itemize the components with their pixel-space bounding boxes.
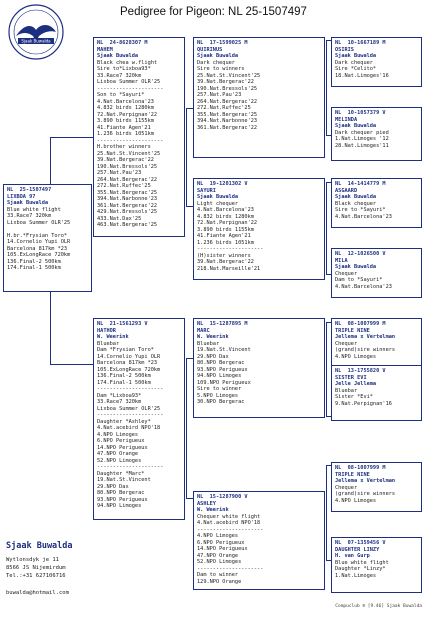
result-line: (grand)sire winners bbox=[335, 491, 396, 497]
connector bbox=[50, 364, 93, 365]
pigeon-card-subject[interactable] bbox=[3, 184, 92, 292]
result-line: H.brother winners bbox=[97, 144, 151, 150]
result-line: Daughter *Marc* bbox=[97, 470, 145, 477]
result-line: --------------------- bbox=[97, 85, 164, 92]
result-line: 4.Nat.Barcelona'23 bbox=[197, 207, 254, 213]
result-line: 14.NPO Perigueux bbox=[197, 546, 248, 552]
result-line: Chequer bbox=[335, 484, 358, 491]
pigeon-name: ASGAARD bbox=[335, 187, 358, 194]
pigeon-card-ggp-3[interactable] bbox=[331, 178, 422, 228]
result-line: --------------------- bbox=[97, 137, 164, 144]
result-line: 257.Nat.Pau'23 bbox=[97, 170, 142, 176]
pigeon-card-ggp-4[interactable] bbox=[331, 248, 422, 298]
result-line: Lixboa Summer OLR'25 bbox=[7, 219, 71, 226]
result-line: 109.NPO Perigueux bbox=[197, 379, 251, 386]
connector bbox=[186, 358, 193, 359]
ring-number: NL 13-1755820 V bbox=[335, 368, 386, 374]
result-line: 3.890 birds 1155km bbox=[97, 118, 154, 124]
ring-number: NL 25-1507497 bbox=[7, 187, 52, 193]
result-line: 361.Nat.Bergerac'22 bbox=[197, 124, 258, 131]
ring-number: NL 10-1057379 V bbox=[335, 110, 386, 116]
result-line: --------------------- bbox=[97, 386, 164, 392]
result-line: 14.Cornelio Yupi OLR bbox=[7, 239, 71, 245]
connector bbox=[186, 108, 193, 109]
pigeon-name: SAYURI bbox=[197, 187, 216, 194]
result-line: 5.NPO Limoges bbox=[197, 392, 239, 399]
owner-name: W. Weerink bbox=[197, 334, 229, 340]
result-line: Son to *Sayuri* bbox=[97, 92, 145, 98]
ring-number: NL 19-1201302 V bbox=[197, 181, 248, 187]
owner-name: Sjaak Buwalda bbox=[97, 53, 139, 59]
result-line: 174.Final-1 500km bbox=[97, 379, 151, 386]
pigeon-name: ASHLEY bbox=[197, 500, 216, 507]
result-line: 4.Nat.Barcelona'23 bbox=[335, 213, 392, 220]
result-line: 463.Nat.Bergerac'25 bbox=[97, 222, 158, 228]
ring-number: NL 15-1287900 V bbox=[197, 494, 248, 500]
pigeon-card-ggp-6[interactable] bbox=[331, 365, 422, 421]
result-line: 14.NPO Perigueux bbox=[97, 444, 148, 451]
result-line: 6.NPO Perigueux bbox=[197, 539, 245, 546]
result-line: 1.Nat.Limoges '12 bbox=[335, 136, 389, 142]
result-line: Daughter *Ashley* bbox=[97, 418, 151, 425]
result-line: --------------------- bbox=[197, 526, 264, 533]
result-line: 19.Nat.St.Vincent bbox=[97, 477, 151, 483]
result-line: 264.Nat.Bergerac'22 bbox=[197, 98, 258, 105]
pigeon-card-dam[interactable] bbox=[93, 318, 185, 520]
connector bbox=[50, 137, 93, 138]
result-line: 94.NPO Limoges bbox=[197, 373, 242, 379]
result-line: 4.Nat.Barcelona'23 bbox=[335, 283, 392, 290]
owner-name: Jellema x Vertelman bbox=[335, 478, 396, 484]
owner-name: Jellema x Vertelman bbox=[335, 334, 396, 340]
result-line: 25.Nat.St.Vincent'25 bbox=[97, 150, 161, 157]
result-line: --------------------- bbox=[197, 246, 264, 252]
result-line: 18.Nat.Limoges'16 bbox=[335, 72, 389, 79]
connector bbox=[326, 512, 327, 560]
result-line: 190.Nat.Bressols'25 bbox=[97, 163, 158, 170]
result-line: Chequer white flight bbox=[197, 513, 261, 520]
ring-number: NL 21-1561293 V bbox=[97, 321, 148, 327]
pigeon-name: LIXBOA 97 bbox=[7, 193, 36, 200]
result-line: 4.832 birds 1280km bbox=[197, 213, 254, 220]
connector bbox=[186, 158, 187, 206]
result-line: Sire to winners bbox=[197, 66, 245, 72]
result-line: 1.236 birds 1051km bbox=[197, 239, 254, 246]
result-line: 394.Nat.Narbonne'23 bbox=[197, 118, 258, 124]
owner-name: Sjaak Buwalda bbox=[335, 123, 377, 129]
result-line: Dark chequer bbox=[335, 59, 373, 66]
result-line: 33.Race7 320km bbox=[7, 213, 52, 219]
result-line: 433.Nat.Dax'25 bbox=[97, 215, 142, 222]
result-line: Black chea w.flight bbox=[97, 59, 158, 66]
result-line: 4.NPO Limoges bbox=[197, 533, 239, 539]
result-line: 72.Nat.Perpignan'22 bbox=[197, 220, 258, 226]
result-line: 190.Nat.Bressols'25 bbox=[197, 85, 258, 92]
result-line: 93.NPO Perigueux bbox=[97, 496, 148, 503]
ring-number: NL 24-8628307 M bbox=[97, 40, 148, 46]
connector bbox=[186, 498, 193, 499]
result-line: Bluebar bbox=[335, 387, 358, 394]
pigeon-card-ggp-5[interactable] bbox=[331, 318, 422, 368]
result-line: 52.NPO Limoges bbox=[197, 559, 242, 565]
result-line: (H)sister winners bbox=[197, 252, 251, 259]
result-line: Sire to winner bbox=[197, 386, 242, 392]
result-line: 272.Nat.Ruffec'25 bbox=[197, 105, 251, 111]
result-line: 4.832 birds 1280km bbox=[97, 105, 154, 111]
result-line: 257.Nat.Pau'23 bbox=[197, 92, 242, 98]
owner-name: Sjaak Buwalda bbox=[7, 200, 49, 206]
owner-name: Sjaak Buwalda bbox=[197, 53, 239, 59]
result-line: H.br.*Frysian Toro* bbox=[7, 232, 68, 239]
result-line: Sire *Celito* bbox=[335, 66, 377, 72]
ring-number: NL 17-1599025 M bbox=[197, 40, 248, 46]
result-line: 272.Nat.Ruffec'25 bbox=[97, 183, 151, 189]
owner-name: Sjaak Buwalda bbox=[197, 194, 239, 200]
result-line: Chequer bbox=[335, 340, 358, 347]
owner-name: W. Weerink bbox=[97, 334, 129, 340]
connector bbox=[326, 88, 327, 135]
pigeon-card-sire[interactable] bbox=[93, 37, 185, 237]
result-line: 361.Nat.Bergerac'22 bbox=[97, 202, 158, 209]
result-line: 80.NPO Bergerac bbox=[197, 360, 245, 366]
owner-name: Sjaak Buwalda bbox=[335, 194, 377, 200]
result-line: 4.Nat.acebird NPO'18 bbox=[97, 425, 161, 431]
result-line: 355.Nat.Bergerac'25 bbox=[97, 189, 158, 196]
pigeon-card-ggp-8[interactable] bbox=[331, 537, 422, 593]
result-line: 4.Nat.Barcelona'23 bbox=[97, 98, 154, 105]
result-line: Blue white flight bbox=[335, 559, 389, 566]
result-line: 264.Nat.Bergerac'22 bbox=[97, 176, 158, 183]
result-line: Dark chequer pied bbox=[335, 129, 389, 136]
result-line: 4.NPO Limoges bbox=[335, 353, 377, 360]
result-line: 429.Nat.Bressols'25 bbox=[97, 209, 158, 215]
breeder-name: Sjaak Buwalda bbox=[6, 541, 73, 551]
result-line: 218.Nat.Marseille'21 bbox=[197, 265, 261, 272]
connector bbox=[50, 137, 51, 184]
result-line: Barcelona 817km *23 bbox=[97, 360, 158, 366]
result-line: 4.Nat.acebird NPO'18 bbox=[197, 520, 261, 526]
result-line: 33.Race7 320km bbox=[97, 399, 142, 405]
result-line: Dam to winner bbox=[197, 572, 239, 578]
owner-name: Jelle Jellema bbox=[335, 381, 377, 387]
result-line: 1.236 birds 1051km bbox=[97, 131, 154, 137]
connector bbox=[326, 369, 327, 416]
breeder-email[interactable]: buwalda@hotmail.com bbox=[6, 590, 69, 596]
result-line: 1.Nat.Limoges bbox=[335, 572, 377, 579]
result-line: Barcelona 817km *23 bbox=[7, 245, 68, 252]
result-line: 93.NPO Perigueux bbox=[197, 366, 248, 373]
connector bbox=[326, 182, 327, 227]
software-credit: Compuclub ® [9.46] Sjaak Buwalda bbox=[335, 604, 422, 609]
result-line: 129.NPO Orange bbox=[197, 578, 242, 585]
result-line: 39.Nat.Bergerac'22 bbox=[197, 259, 254, 265]
pigeon-name: MARC bbox=[197, 327, 210, 334]
result-line: 6.NPO Perigueux bbox=[97, 438, 145, 444]
result-line: 136.Final-2 500km bbox=[7, 258, 61, 265]
result-line: 52.NPO Limoges bbox=[97, 457, 142, 464]
result-line: Dam *Lixboa93* bbox=[97, 392, 142, 399]
pigeon-name: MELINDA bbox=[335, 116, 358, 123]
connector bbox=[326, 227, 327, 274]
result-line: 39.Nat.Bergerac'22 bbox=[97, 157, 154, 163]
pigeon-card-dam-sire[interactable] bbox=[193, 318, 325, 418]
ring-number: NL 10-1667189 M bbox=[335, 40, 386, 46]
pigeon-name: MILA bbox=[335, 257, 348, 264]
result-line: Dam *Frysian Toro* bbox=[97, 347, 154, 353]
result-line: Black chequer bbox=[335, 200, 377, 207]
result-line: Light chequer bbox=[197, 200, 239, 207]
result-line: Bluebar bbox=[197, 340, 220, 347]
connector bbox=[186, 206, 193, 207]
svg-text:Sjaak Buwalda: Sjaak Buwalda bbox=[21, 38, 51, 44]
pigeon-name: DAUGHTER LINZY bbox=[335, 546, 380, 553]
result-line: 47.NPO Orange bbox=[197, 552, 239, 559]
result-line: 41.Fiante Agen'21 bbox=[197, 233, 251, 239]
result-line: 47.NPO Orange bbox=[97, 451, 139, 457]
result-line: Sire to *Sayuri* bbox=[335, 207, 386, 213]
result-line: 29.NPO Dax bbox=[97, 483, 129, 490]
breeder-phone: Tel.:+31 627106716 bbox=[6, 573, 66, 579]
connector bbox=[326, 322, 327, 369]
pigeon-name: OSIRIS bbox=[335, 46, 354, 53]
result-line: Blue white flight bbox=[7, 206, 61, 213]
pigeon-card-ggp-7[interactable] bbox=[331, 462, 422, 512]
club-logo bbox=[6, 2, 66, 62]
result-line: --------------------- bbox=[197, 565, 264, 572]
result-line: 94.NPO Limoges bbox=[97, 503, 142, 509]
owner-name: W. Weerink bbox=[197, 507, 229, 513]
ring-number: NL 08-1007999 M bbox=[335, 465, 386, 471]
result-line: 355.Nat.Bergerac'25 bbox=[197, 111, 258, 118]
result-line: Sister *Evi* bbox=[335, 394, 373, 400]
connector bbox=[50, 292, 51, 364]
result-line: 105.ExLongRace 720km bbox=[97, 366, 161, 373]
result-line: 3.890 birds 1155km bbox=[197, 226, 254, 233]
pigeon-name: MAHEM bbox=[97, 46, 113, 53]
result-line: Chequer bbox=[335, 270, 358, 277]
result-line: 80.NPO Bergerac bbox=[97, 490, 145, 496]
result-line: --------------------- bbox=[97, 412, 164, 418]
pigeon-card-dam-dam[interactable] bbox=[193, 491, 325, 590]
breeder-address-1: Wytlonsdyk je 11 bbox=[6, 557, 59, 563]
connector bbox=[186, 358, 187, 418]
result-line: Dark chequer bbox=[197, 59, 235, 66]
result-line: Dam to *Sayuri* bbox=[335, 277, 383, 283]
owner-name: H. van Gurp bbox=[335, 553, 370, 559]
result-line: 30.NPO Bergerac bbox=[197, 399, 245, 405]
connector bbox=[186, 418, 187, 498]
ring-number: NL 15-1287895 M bbox=[197, 321, 248, 327]
ring-number: NL 08-1007999 M bbox=[335, 321, 386, 327]
result-line: 174.Final-1 500km bbox=[7, 265, 61, 271]
pigeon-name: SISTER EVI bbox=[335, 374, 367, 381]
result-line: 72.Nat.Perpignan'22 bbox=[97, 111, 158, 118]
result-line: 33.Race7 320km bbox=[97, 72, 142, 79]
ring-number: NL 07-1359456 V bbox=[335, 540, 386, 546]
page-title: Pedigree for Pigeon: NL 25-1507497 bbox=[120, 6, 307, 18]
result-line: 28.Nat.Limoges'11 bbox=[335, 142, 389, 149]
owner-name: Sjaak Buwalda bbox=[335, 264, 377, 270]
pigeon-name: QUIRINUS bbox=[197, 46, 223, 53]
result-line: Daughter *Linzy* bbox=[335, 566, 386, 572]
result-line: 9.Nat.Perpignan'16 bbox=[335, 400, 392, 407]
result-line: Lixboa Summer OLR'25 bbox=[97, 79, 161, 85]
pigeon-name: HATHOR bbox=[97, 327, 116, 334]
result-line: 19.Nat.St.Vincent bbox=[197, 347, 251, 353]
result-line: 25.Nat.St.Vincent'25 bbox=[197, 72, 261, 79]
result-line: 105.ExLongRace 720km bbox=[7, 252, 71, 258]
result-line: Bluebar bbox=[97, 340, 120, 347]
result-line: 41.Fiante Agen'21 bbox=[97, 124, 151, 131]
connector bbox=[186, 108, 187, 158]
breeder-address-2: 8566 JS Nijemirdum bbox=[6, 565, 66, 571]
pigeon-card-ggp-1[interactable] bbox=[331, 37, 422, 87]
result-line: Sire to*Lixboa93* bbox=[97, 66, 151, 72]
pigeon-name: TRIPLE NINE bbox=[335, 471, 370, 478]
result-line: (grand)sire winners bbox=[335, 347, 396, 353]
ring-number: NL 12-1026500 V bbox=[335, 251, 386, 257]
result-line: 14.Cornelio Yupi OLR bbox=[97, 353, 161, 360]
result-line: 4.NPO Limoges bbox=[97, 431, 139, 438]
result-line: 29.NPO Dax bbox=[197, 353, 229, 360]
connector bbox=[326, 465, 327, 512]
result-line: Lixboa Summer OLR'25 bbox=[97, 405, 161, 412]
result-line: 4.NPO Limoges bbox=[335, 497, 377, 504]
owner-name: Sjaak Buwalda bbox=[335, 53, 377, 59]
pigeon-name: TRIPLE NINE bbox=[335, 327, 370, 334]
connector bbox=[326, 40, 327, 88]
pigeon-card-sire-dam[interactable] bbox=[193, 178, 325, 280]
pigeon-card-ggp-2[interactable] bbox=[331, 107, 422, 161]
result-line: 394.Nat.Narbonne'23 bbox=[97, 196, 158, 202]
result-line: 39.Nat.Bergerac'22 bbox=[197, 79, 254, 85]
pigeon-card-sire-sire[interactable] bbox=[193, 37, 325, 158]
result-line: --------------------- bbox=[97, 464, 164, 470]
result-line: 136.Final-2 500km bbox=[97, 373, 151, 379]
ring-number: NL 14-1414779 M bbox=[335, 181, 386, 187]
